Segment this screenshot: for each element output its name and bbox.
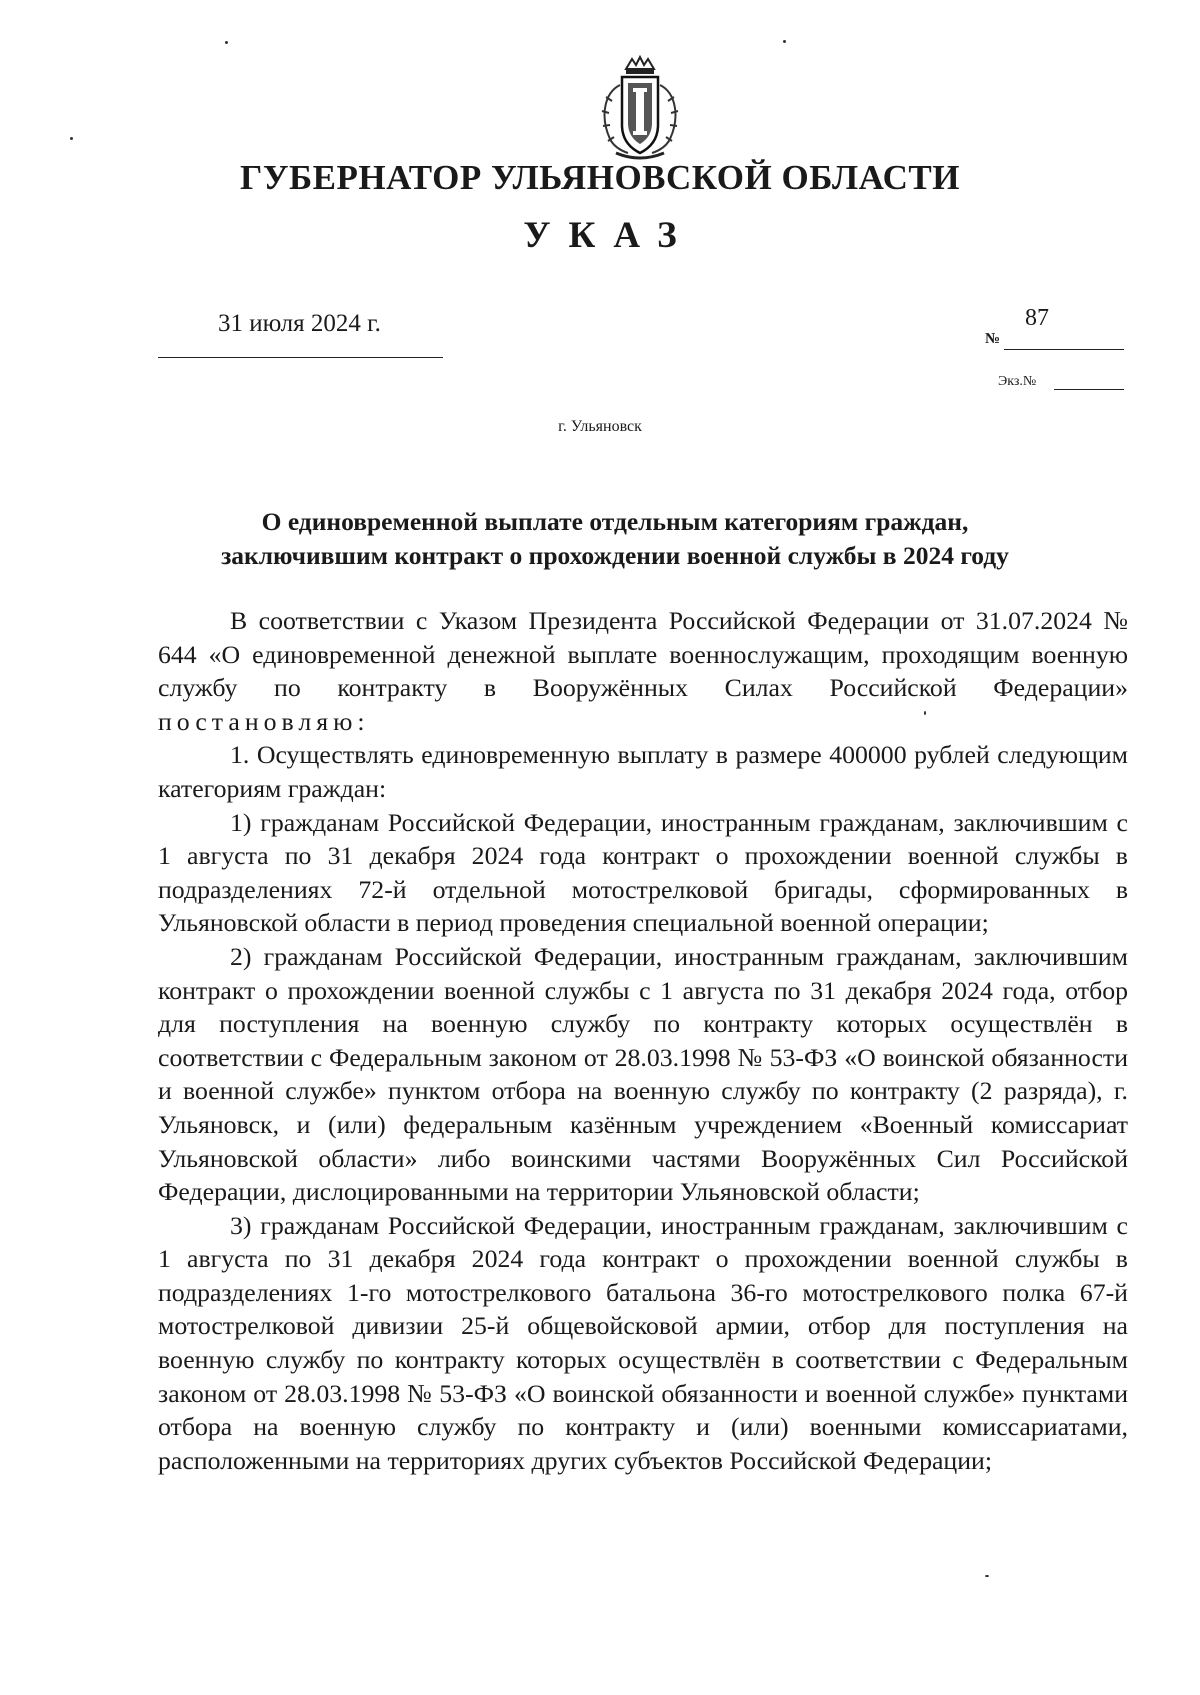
scan-speck	[70, 137, 73, 140]
number-underline	[1004, 349, 1124, 350]
number-label: №	[985, 331, 1001, 347]
scan-speck	[225, 41, 228, 44]
subitem-1: 1) гражданам Российской Федерации, иностранным гражданам, заключившим с 1 августа по 31 декабря 2024 года контракт о прохождении военной службы в подразделениях 72-й отдельной мотострелковой бригады, сформированных в Ульяновской области в период проведения специальной военной операции;	[158, 807, 1128, 938]
resolve-word: постановляю:	[158, 706, 370, 736]
subitem-2: 2) гражданам Российской Федерации, иностранным гражданам, заключившим контракт о прохождении военной службы с 1 августа по 31 декабря 2024 года, отбор для поступления на военную службу по контракту которых осуществлён в соответствии с Федеральным законом от 28.03.1998 № 53-ФЗ «О воинской обязанности и военной службе» пунктом отбора на военную службу по контракту (2 разряда), г. Ульяновск, и (или) федеральным казённым учреждением «Военный комиссариат Ульяновской области» либо воинскими частями Вооружённых Сил Российской Федерации, дислоцированными на территории Ульяновской области;	[158, 941, 1128, 1207]
preamble-paragraph	[158, 604, 1128, 738]
document-number: 87	[1025, 305, 1049, 331]
document-heading	[150, 505, 1080, 573]
document-body	[158, 604, 1128, 1477]
copy-number-underline	[1054, 389, 1124, 390]
subitem-3: 3) гражданам Российской Федерации, иностранным гражданам, заключившим с 1 августа по 31 декабря 2024 года контракт о прохождении военной службы в подразделениях 1-го мотострелкового батальона 36-го мотострелкового полка 67-й мотострелковой дивизии 25-й общевойсковой армии, отбор для поступления на военную службу по контракту которых осуществлён в соответствии с Федеральным законом от 28.03.1998 № 53-ФЗ «О воинской обязанности и военной службе» пунктами отбора на военную службу по контракту и (или) военными комиссариатами, расположенными на территориях других субъектов Российской Федерации;	[158, 1210, 1128, 1475]
date-underline	[158, 357, 443, 358]
heading-line-2: заключившим контракт о прохождении военной службы в 2024 году	[221, 541, 1009, 570]
document-date: 31 июля 2024 г.	[218, 310, 381, 337]
copy-number-label: Экз.№	[998, 374, 1037, 389]
heading-line-1: О единовременной выплате отдельным категориям граждан,	[261, 507, 969, 536]
scan-speck	[985, 1575, 989, 1577]
organization-title: ГУБЕРНАТОР УЛЬЯНОВСКОЙ ОБЛАСТИ	[240, 158, 960, 197]
scan-speck	[924, 711, 926, 715]
document-type: УКАЗ	[523, 215, 695, 256]
item-1: 1. Осуществлять единовременную выплату в размере 400000 рублей следующим категориям граждан:	[158, 740, 1128, 803]
preamble-text: В соответствии с Указом Президента Российской Федерации от 31.07.2024 № 644 «О единовременной денежной выплате военнослужащим, проходящим военную службу по контракту в Вооружённых Силах Российской Федерации»	[158, 606, 1128, 703]
scan-speck	[783, 40, 786, 43]
coat-of-arms-icon	[590, 55, 690, 165]
city: г. Ульяновск	[558, 418, 642, 435]
